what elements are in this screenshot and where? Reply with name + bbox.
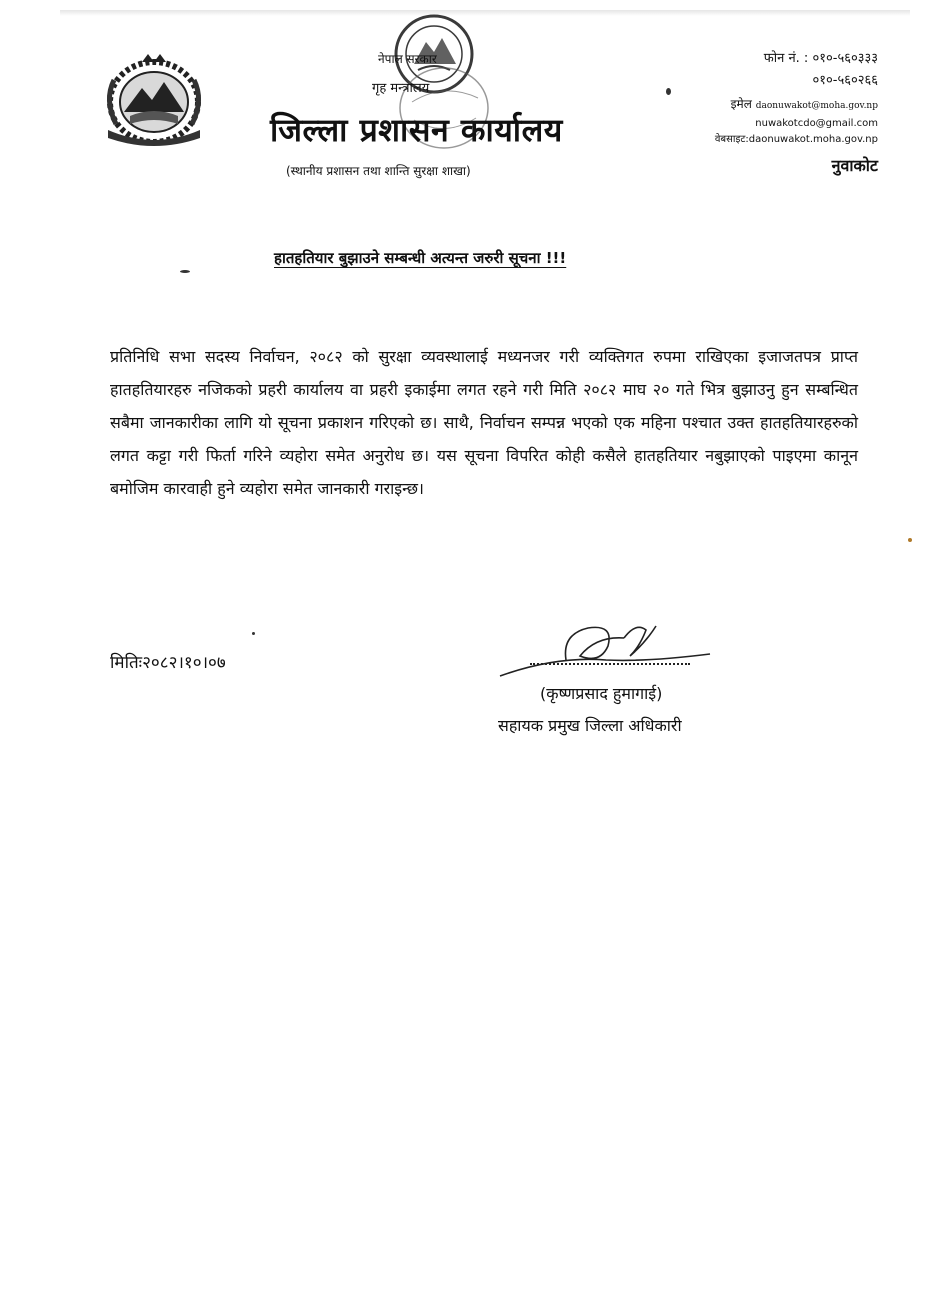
scan-speck xyxy=(666,88,671,95)
signer-name: (कृष्णप्रसाद हुमागाई) xyxy=(540,684,663,703)
notice-date: मितिः२०८२।१०।०७ xyxy=(110,653,226,673)
email-address-1: daonuwakot@moha.gov.np xyxy=(755,101,878,111)
scan-edge-shadow xyxy=(60,10,910,16)
signature-line xyxy=(530,663,690,665)
office-title: जिल्ला प्रशासन कार्यालय xyxy=(270,111,563,149)
signature-icon xyxy=(496,616,716,682)
section-name: (स्थानीय प्रशासन तथा शान्ति सुरक्षा शाखा) xyxy=(286,164,471,178)
ministry-name: गृह मन्त्रालय xyxy=(372,81,430,96)
email-line xyxy=(715,94,878,116)
phone-line xyxy=(715,48,878,70)
notice-heading: हातहतियार बुझाउने सम्बन्धी अत्यन्त जरुरी सूचना !!! xyxy=(274,249,567,267)
email-address-2: nuwakotcdo@gmail.com xyxy=(755,118,878,129)
phone-number-2: ०१०-५६०२६६ xyxy=(812,73,878,88)
scan-speck xyxy=(180,270,190,273)
nepal-emblem-icon xyxy=(94,50,214,150)
contact-block xyxy=(715,48,878,176)
scan-speck xyxy=(908,538,912,542)
email-label: इमेल xyxy=(730,97,752,111)
district-name: नुवाकोट xyxy=(831,156,878,175)
government-name: नेपाल सरकार xyxy=(378,52,437,66)
phone-label: फोन नं. : xyxy=(763,51,809,66)
phone-number-1: ०१०-५६०३३३ xyxy=(812,51,878,66)
website-line: वेबसाइट:daonuwakot.moha.gov.np xyxy=(714,134,878,145)
notice-body: प्रतिनिधि सभा सदस्य निर्वाचन, २०८२ को सुरक्षा व्यवस्थालाई मध्यनजर गरी व्यक्तिगत रुपमा राखिएका इजाजतपत्र प्राप्त हातहतियारहरु नजिकको प्रहरी कार्यालय वा प्रहरी इकाईमा लगत रहने गरी मिति २०८२ माघ २० गते भित्र बुझाउनु हुन सम्बन्धित सबैमा जानकारीका लागि यो सूचना प्रकाशन गरिएको छ। साथै, निर्वाचन सम्पन्न भएको एक महिना पश्चात उक्त हातहतियारहरुको लगत कट्टा गरी फिर्ता गरिने व्यहोरा समेत अनुरोध छ। यस सूचना विपरित कोही कसैले हातहतियार नबुझाएको पाइएमा कानून बमोजिम कारवाही हुने व्यहोरा समेत जानकारी गराइन्छ। xyxy=(110,347,858,498)
signer-title: सहायक प्रमुख जिल्ला अधिकारी xyxy=(498,716,682,735)
scan-speck xyxy=(252,632,255,635)
